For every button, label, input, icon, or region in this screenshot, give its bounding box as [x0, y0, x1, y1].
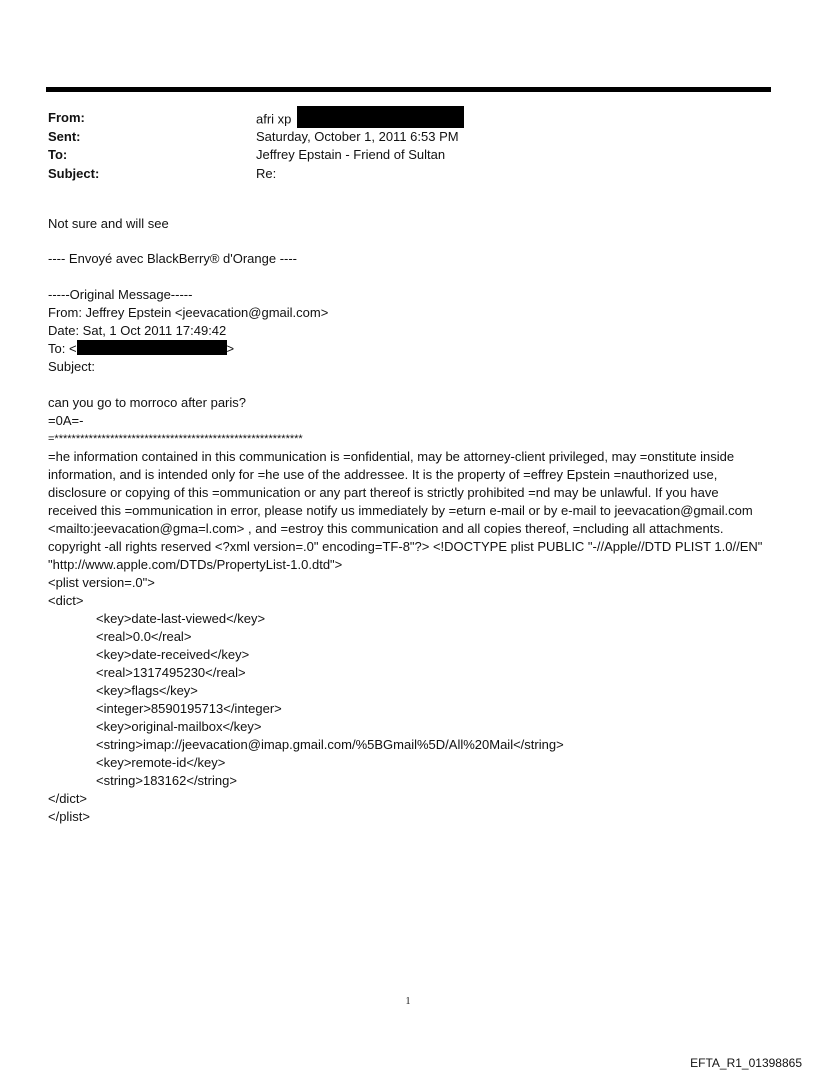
plist-entry: <key>original-mailbox</key> — [96, 719, 262, 734]
redaction-box — [77, 340, 227, 355]
original-subject: Subject: — [48, 359, 95, 374]
to-row — [48, 146, 748, 165]
plist-entry: <integer>8590195713</integer> — [96, 701, 282, 716]
original-to-suffix: > — [226, 341, 235, 356]
page-number: 1 — [405, 996, 411, 1007]
sent-label: Sent: — [48, 128, 81, 144]
plist-entry: <key>remote-id</key> — [96, 755, 226, 770]
sent-value: Saturday, October 1, 2011 6:53 PM — [256, 128, 459, 144]
sent-row — [48, 128, 748, 147]
original-divider: -----Original Message----- — [48, 287, 193, 302]
reply-text — [48, 215, 768, 233]
from-row — [48, 109, 748, 128]
original-from: From: Jeffrey Epstein <jeevacation@gmail.com> — [48, 305, 329, 320]
plist-entry: <key>flags</key> — [96, 683, 198, 698]
original-to — [48, 340, 768, 358]
signature — [48, 250, 768, 268]
original-date: Date: Sat, 1 Oct 2011 17:49:42 — [48, 323, 227, 338]
plist-entry: <key>date-received</key> — [96, 647, 250, 662]
document-id: EFTA_R1_01398865 — [690, 1056, 802, 1070]
original-message-header — [48, 286, 768, 376]
redaction-box — [297, 106, 464, 128]
original-to-prefix: To: < — [48, 341, 77, 356]
dict-open: <dict> — [48, 593, 84, 608]
plist-open: <plist version=.0"> — [48, 575, 155, 590]
to-value: Jeffrey Epstain - Friend of Sultan — [256, 147, 446, 162]
signature-line: ---- Envoyé avec BlackBerry® d'Orange ---- — [48, 251, 298, 266]
email-header — [48, 109, 748, 183]
subject-label: Subject: — [48, 165, 100, 181]
plist-entry: <string>183162</string> — [96, 773, 237, 788]
plist-entry: <key>date-last-viewed</key> — [96, 611, 266, 626]
encoded-line: =0A=- — [48, 413, 84, 428]
dict-close: </dict> — [48, 791, 88, 806]
to-label: To: — [48, 147, 68, 162]
disclaimer: =he information contained in this communication is =onfidential, may be attorney-client privileged, may =onstitute inside information, and is intended only for =he use of the addressee. It is the property of =effrey Epstein =nauthorized use, disclosure or copying of this =ommunication or any part thereof is strictly prohibited =nd may be unlawful. If you have received this =ommunication in error, please notify us immediately by =eturn e-mail or by e-mail to jeevacation@gmail.com <mailto:jeevacation@gma=l.com> , and =estroy this communication and all copies thereof, =ncluding all attachments. copyright -all rights reserved <?xml version=.0" encoding=TF-8"?> <!DOCTYPE plist PUBLIC "-//Apple//DTD PLIST 1.0//EN" "http://www.apple.com/DTDs/PropertyList-1.0.dtd"> — [48, 449, 763, 572]
plist-entry: <string>imap://jeevacation@imap.gmail.com/%5BGmail%5D/All%20Mail</string> — [96, 737, 564, 752]
from-label: From: — [48, 110, 85, 125]
question-line: can you go to morroco after paris? — [48, 395, 246, 410]
subject-row — [48, 165, 748, 184]
reply-line: Not sure and will see — [48, 216, 169, 231]
message-body — [48, 394, 768, 574]
plist-entry: <real>0.0</real> — [96, 629, 192, 644]
from-name: afri xp — [256, 111, 292, 127]
plist-block — [48, 574, 768, 826]
header-rule — [46, 87, 771, 92]
stars-line: =********************************************************** — [48, 433, 303, 445]
plist-entry: <real>1317495230</real> — [96, 665, 246, 680]
plist-close: </plist> — [48, 809, 90, 824]
subject-value: Re: — [256, 165, 277, 181]
